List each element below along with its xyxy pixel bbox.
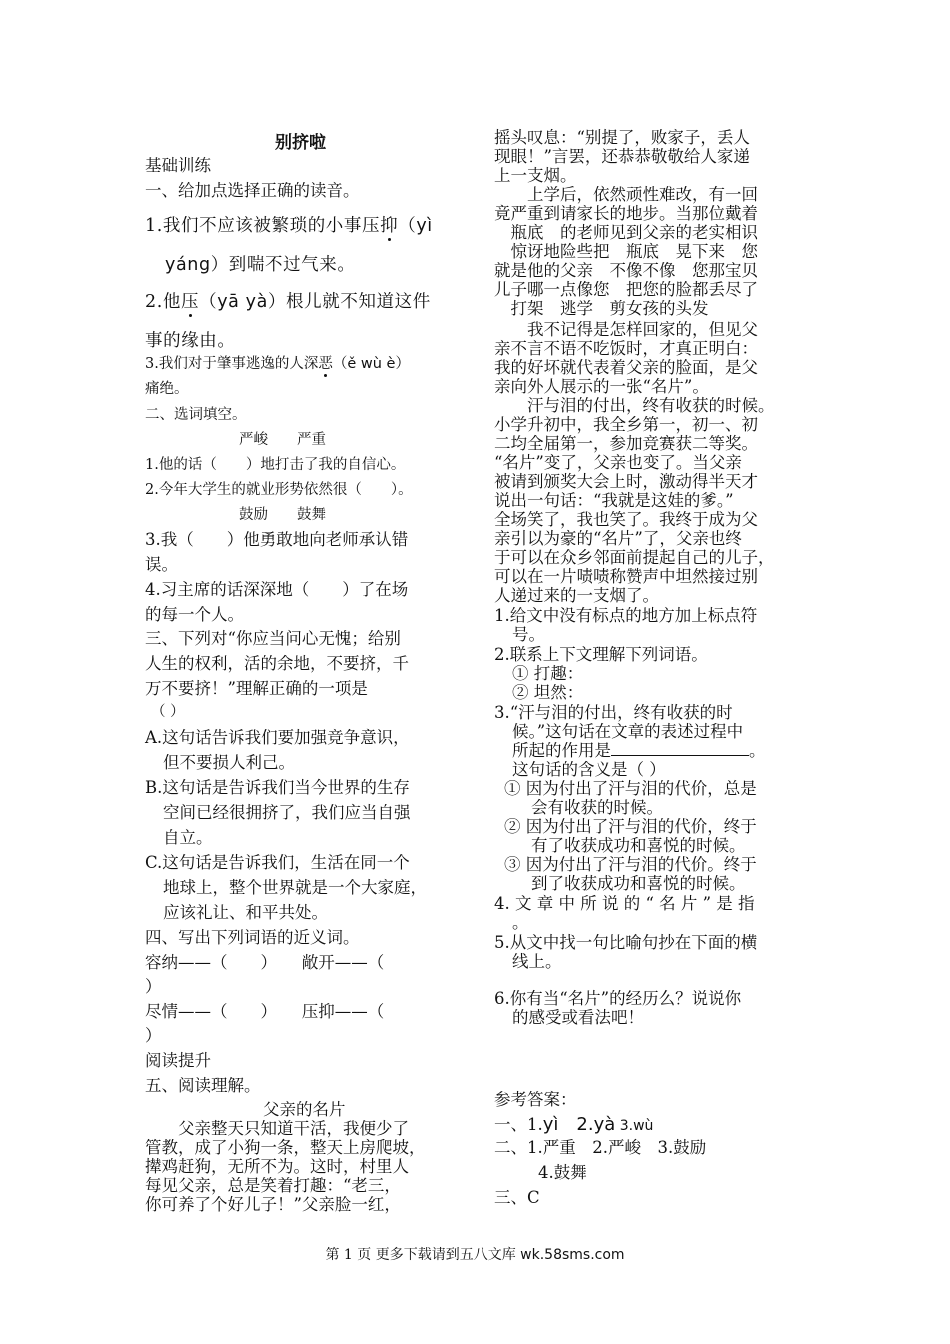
- question-4-row-2: 尽情——（ ） 压抑——（: [145, 1002, 385, 1021]
- answer-key-heading: 参考答案：: [494, 1090, 577, 1109]
- question-2-item-3-line-1: 3.我（ ）他勇敢地向老师承认错: [145, 530, 409, 549]
- word-choices-2: 鼓励 鼓舞: [239, 507, 326, 523]
- question-4-row-2-close: ）: [145, 1026, 162, 1045]
- option-b-line-2: 空间已经很拥挤了，我们应当自强: [163, 803, 411, 822]
- story-line: 说出一句话：“我就是这娃的爹。”: [494, 491, 734, 510]
- reading-question-1-line-1: 1.给文中没有标点的地方加上标点符: [494, 606, 758, 625]
- option-c-line-2: 地球上，整个世界就是一个大家庭，: [163, 878, 427, 897]
- story-line: “名片”变了，父亲也变了。当父亲: [494, 453, 742, 472]
- story-line: 管教，成了小狗一条，整天上房爬坡，: [145, 1138, 426, 1157]
- answer-key-2-cont: 4.鼓舞: [538, 1163, 587, 1182]
- answer-blank: [611, 741, 749, 756]
- story-line: 摇头叹息：“别提了，败家子，丢人: [494, 128, 750, 147]
- reading-question-2-item-1: ① 打趣：: [512, 664, 584, 683]
- reading-question-3-option-1-cont: 会有收获的时候。: [531, 798, 663, 817]
- story-line: 瓶底 的老师见到父亲的老实相识: [494, 223, 758, 242]
- footer-site-link[interactable]: wk.58sms.com: [520, 1247, 625, 1263]
- question-2-item-2: 2.今年大学生的就业形势依然很（ ）。: [145, 482, 413, 498]
- section-heading-reading: 阅读提升: [145, 1051, 211, 1070]
- story-line: 你可养了个好儿子！”父亲脸一红，: [145, 1195, 401, 1214]
- story-line: 我的好坏就代表着父亲的脸面，是父: [494, 358, 758, 377]
- reading-question-3-line-3: 所起的作用是 。: [512, 741, 766, 760]
- question-1-item-1-line-1: 1.我们不应该被繁琐的小事压抑（yì: [145, 216, 433, 236]
- dotted-char: 抑: [380, 216, 399, 236]
- story-line: 每见父亲，总是笑着打趣：“老三，: [145, 1176, 401, 1195]
- story-line: 上学后，依然顽性难改，有一回: [494, 185, 758, 204]
- reading-question-5-line-2: 线上。: [512, 952, 562, 971]
- question-1-heading: 一、给加点选择正确的读音。: [145, 181, 360, 200]
- reading-question-3-option-3-cont: 到了收获成功和喜悦的时候。: [531, 874, 746, 893]
- question-3-answer-bracket: （ ）: [151, 704, 185, 720]
- story-line: 被请到颁奖大会上时，激动得半天才: [494, 472, 758, 491]
- reading-question-3-line-1: 3.“汗与泪的付出，终有收获的时: [494, 703, 733, 722]
- reading-question-3-option-2-cont: 有了收获成功和喜悦的时候。: [531, 836, 746, 855]
- question-3-line-2: 人生的权利，活的余地，不要挤，千: [145, 654, 409, 673]
- reading-question-3-option-3: ③ 因为付出了汗与泪的代价。终于: [504, 855, 757, 874]
- question-5-heading: 五、阅读理解。: [145, 1076, 261, 1095]
- reading-question-2: 2.联系上下文理解下列词语。: [494, 645, 708, 664]
- answer-key-2: 二、1.严重 2.严峻 3.鼓励: [494, 1138, 707, 1157]
- question-3-line-3: 万不要挤！”理解正确的一项是: [145, 679, 368, 698]
- question-1-item-1-line-2: yáng）到喘不过气来。: [165, 255, 356, 275]
- pinyin-option: yā yà: [217, 292, 268, 312]
- story-line: 亲引以为豪的“名片”了，父亲也终: [494, 529, 742, 548]
- option-b-line-1: B.这句话是告诉我们当今世界的生存: [145, 778, 410, 797]
- question-2-item-1: 1.他的话（ ）地打击了我的自信心。: [145, 457, 406, 473]
- story-title: 父亲的名片: [263, 1100, 346, 1119]
- reading-question-3-option-1: ① 因为付出了汗与泪的代价，总是: [504, 779, 757, 798]
- page-footer: 第 1 页 更多下载请到五八文库 wk.58sms.com: [325, 1247, 625, 1263]
- story-line: 可以在一片啧啧称赞声中坦然接过别: [494, 567, 758, 586]
- story-line: 竟严重到请家长的地步。当那位戴着: [494, 204, 758, 223]
- story-line: 亲向外人展示的一张“名片”。: [494, 377, 709, 396]
- story-line: 惊讶地险些把 瓶底 晃下来 您: [494, 242, 758, 261]
- reading-question-3-line-2: 候。”这句话在文章的表述过程中: [512, 722, 744, 741]
- question-3-line-1: 三、下列对“你应当问心无愧；给别: [145, 629, 401, 648]
- option-a-line-2: 但不要损人利己。: [163, 753, 295, 772]
- pinyin-option: ě wù è: [347, 356, 396, 372]
- answer-key-1: 一、1.yì 2.yà 3.wù: [494, 1114, 654, 1135]
- pinyin-option: yáng: [165, 255, 211, 275]
- document-title: 别挤啦: [275, 133, 326, 153]
- question-1-item-2-line-1: 2.他压（yā yà）根儿就不知道这件: [145, 292, 431, 312]
- dotted-char: 压: [181, 292, 200, 312]
- reading-question-1-line-2: 号。: [512, 625, 545, 644]
- answer-key-3: 三、C: [494, 1188, 540, 1207]
- question-4-row-1-close: ）: [145, 977, 162, 996]
- story-line: 父亲整天只知道干活，我便少了: [145, 1119, 409, 1138]
- story-line: 就是他的父亲 不像不像 您那宝贝: [494, 261, 758, 280]
- reading-question-6-line-1: 6.你有当“名片”的经历么？说说你: [494, 989, 742, 1008]
- question-4-heading: 四、写出下列词语的近义词。: [145, 928, 360, 947]
- story-line: 儿子哪一点像您 把您的脸都丢尽了: [494, 280, 758, 299]
- story-line: 上一支烟。: [494, 166, 577, 185]
- story-line: 小学升初中，我全乡第一，初一、初: [494, 415, 758, 434]
- reading-question-3-option-2: ② 因为付出了汗与泪的代价，终于: [504, 817, 757, 836]
- story-line: 全场笑了，我也笑了。我终于成为父: [494, 510, 758, 529]
- story-line: 我不记得是怎样回家的，但见父: [494, 320, 758, 339]
- reading-question-2-item-2: ② 坦然：: [512, 683, 584, 702]
- pinyin-option: yì: [416, 216, 433, 236]
- reading-question-4-line-1: 4. 文 章 中 所 说 的 “ 名 片 ” 是 指: [494, 894, 755, 913]
- story-line: 二均全届第一，参加竞赛获二等奖。: [494, 434, 758, 453]
- story-line: 撵鸡赶狗，无所不为。这时，村里人: [145, 1157, 409, 1176]
- question-1-item-3-line-1: 3.我们对于肇事逃逸的人深恶（ě wù è）: [145, 356, 410, 372]
- story-line: 于可以在众乡邻面前提起自己的儿子，: [494, 548, 775, 567]
- option-a-line-1: A.这句话告诉我们要加强竞争意识，: [145, 728, 410, 747]
- question-2-item-4-line-1: 4.习主席的话深深地（ ）了在场: [145, 580, 409, 599]
- option-b-line-3: 自立。: [163, 828, 213, 847]
- reading-question-5-line-1: 5.从文中找一句比喻句抄在下面的横: [494, 933, 758, 952]
- question-2-item-3-line-2: 误。: [145, 555, 178, 574]
- question-2-item-4-line-2: 的每一个人。: [145, 605, 244, 624]
- story-line: 汗与泪的付出，终有收获的时候。: [494, 396, 775, 415]
- story-line: 亲不言不语不吃饭时，才真正明白：: [494, 339, 758, 358]
- story-line: 现眼！”言罢，还恭恭敬敬给人家递: [494, 147, 750, 166]
- question-1-item-2-line-2: 事的缘由。: [145, 331, 236, 351]
- question-1-item-3-line-2: 痛绝。: [145, 381, 189, 397]
- reading-question-6-line-2: 的感受或看法吧！: [512, 1008, 644, 1027]
- option-c-line-1: C.这句话是告诉我们，生活在同一个: [145, 853, 410, 872]
- dotted-char: 恶: [318, 356, 333, 372]
- reading-question-3-line-4: 这句话的含义是（ ）: [512, 760, 666, 779]
- option-c-line-3: 应该礼让、和平共处。: [163, 903, 328, 922]
- question-2-heading: 二、选词填空。: [145, 407, 247, 423]
- question-4-row-1: 容纳——（ ） 敞开——（: [145, 953, 385, 972]
- reading-question-4-line-2: 。: [512, 913, 529, 932]
- section-heading-basic: 基础训练: [145, 156, 211, 175]
- story-line: 人递过来的一支烟了。: [494, 586, 659, 605]
- story-line: 打架 逃学 剪女孩的头发: [494, 299, 709, 318]
- word-choices-1: 严峻 严重: [239, 432, 326, 448]
